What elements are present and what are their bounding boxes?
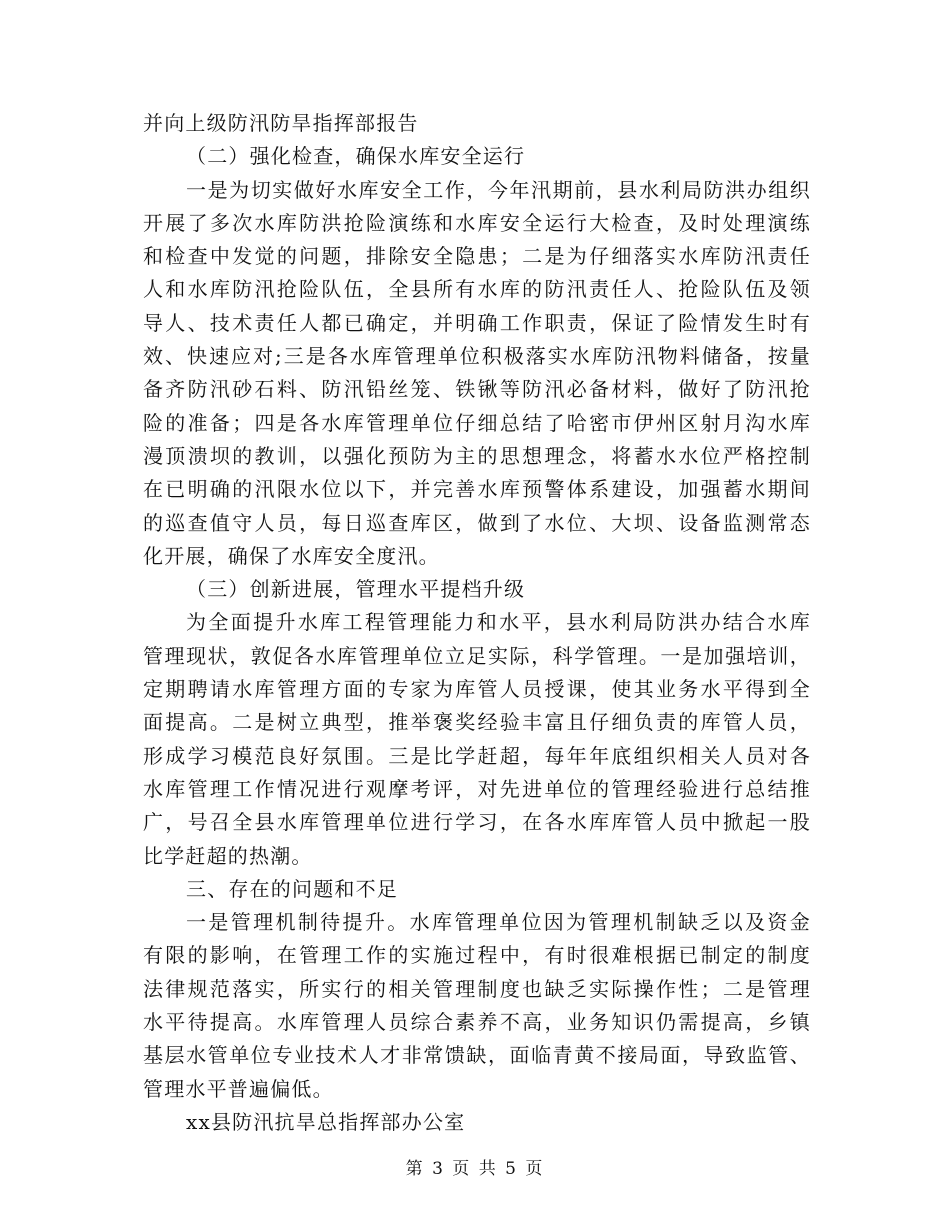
text-line: 化开展，确保了水库安全度汛。 [143,543,440,568]
text-line: 形成学习模范良好氛围。三是比学赶超，每年年底组织相关人员对各 [143,743,811,768]
text-line: 管理水平普遍偏低。 [143,1076,334,1101]
text-line: 并向上级防汛防旱指挥部报告 [143,111,419,135]
text-line: 漫顶溃坝的教训，以强化预防为主的思想理念，将蓄水水位严格控制 [143,443,811,468]
text-line: 水平待提高。水库管理人员综合素养不高，业务知识仍需提高，乡镇 [143,1010,811,1035]
text-line: 三、存在的问题和不足 [186,876,398,901]
text-line: （二）强化检查，确保水库安全运行 [186,144,526,169]
text-line: 一是管理机制待提升。水库管理单位因为管理机制缺乏以及资金 [186,910,811,935]
text-line: 水库管理工作情况进行观摩考评，对先进单位的管理经验进行总结推 [143,776,811,801]
text-line: 有限的影响，在管理工作的实施过程中，有时很难根据已制定的制度 [143,943,811,968]
text-line: 和检查中发觉的问题，排除安全隐患；二是为仔细落实水库防汛责任 [143,244,811,269]
text-line: 比学赶超的热潮。 [143,843,313,868]
text-line: 人和水库防汛抢险队伍，全县所有水库的防汛责任人、抢险队伍及领 [143,277,811,302]
text-line: 定期聘请水库管理方面的专家为库管人员授课，使其业务水平得到全 [143,677,811,702]
text-line: 的巡查值守人员，每日巡查库区，做到了水位、大坝、设备监测常态 [143,510,811,535]
text-line: 导人、技术责任人都已确定，并明确工作职责，保证了险情发生时有 [143,310,811,335]
text-line: 法律规范落实，所实行的相关管理制度也缺乏实际操作性；二是管理 [143,976,811,1001]
text-line: 险的准备；四是各水库管理单位仔细总结了哈密市伊州区射月沟水库 [143,410,811,435]
text-line: 广，号召全县水库管理单位进行学习，在各水库库管人员中掀起一股 [143,810,811,835]
text-line: 效、快速应对;三是各水库管理单位积极落实水库防汛物料储备，按量 [143,344,811,369]
text-line: 开展了多次水库防洪抢险演练和水库安全运行大检查，及时处理演练 [143,210,811,235]
text-line: 为全面提升水库工程管理能力和水平，县水利局防洪办结合水库 [186,610,811,635]
text-line: 备齐防汛砂石料、防汛铅丝笼、铁锹等防汛必备材料，做好了防汛抢 [143,377,811,402]
text-line: （三）创新进展，管理水平提档升级 [186,577,526,602]
page-number: 第 3 页 共 5 页 [405,1159,545,1179]
text-line: xx县防汛抗旱总指挥部办公室 [186,1109,466,1134]
text-line: 一是为切实做好水库安全工作，今年汛期前，县水利局防洪办组织 [186,177,811,202]
text-line: 管理现状，敦促各水库管理单位立足实际，科学管理。一是加强培训， [143,643,811,668]
text-line: 基层水管单位专业技术人才非常馈缺，面临青黄不接局面，导致监管、 [143,1043,811,1068]
text-line: 在已明确的汛限水位以下，并完善水库预警体系建设，加强蓄水期间 [143,477,811,502]
text-line: 面提高。二是树立典型，推举褒奖经验丰富且仔细负责的库管人员， [143,710,811,735]
document-body [143,107,811,1139]
